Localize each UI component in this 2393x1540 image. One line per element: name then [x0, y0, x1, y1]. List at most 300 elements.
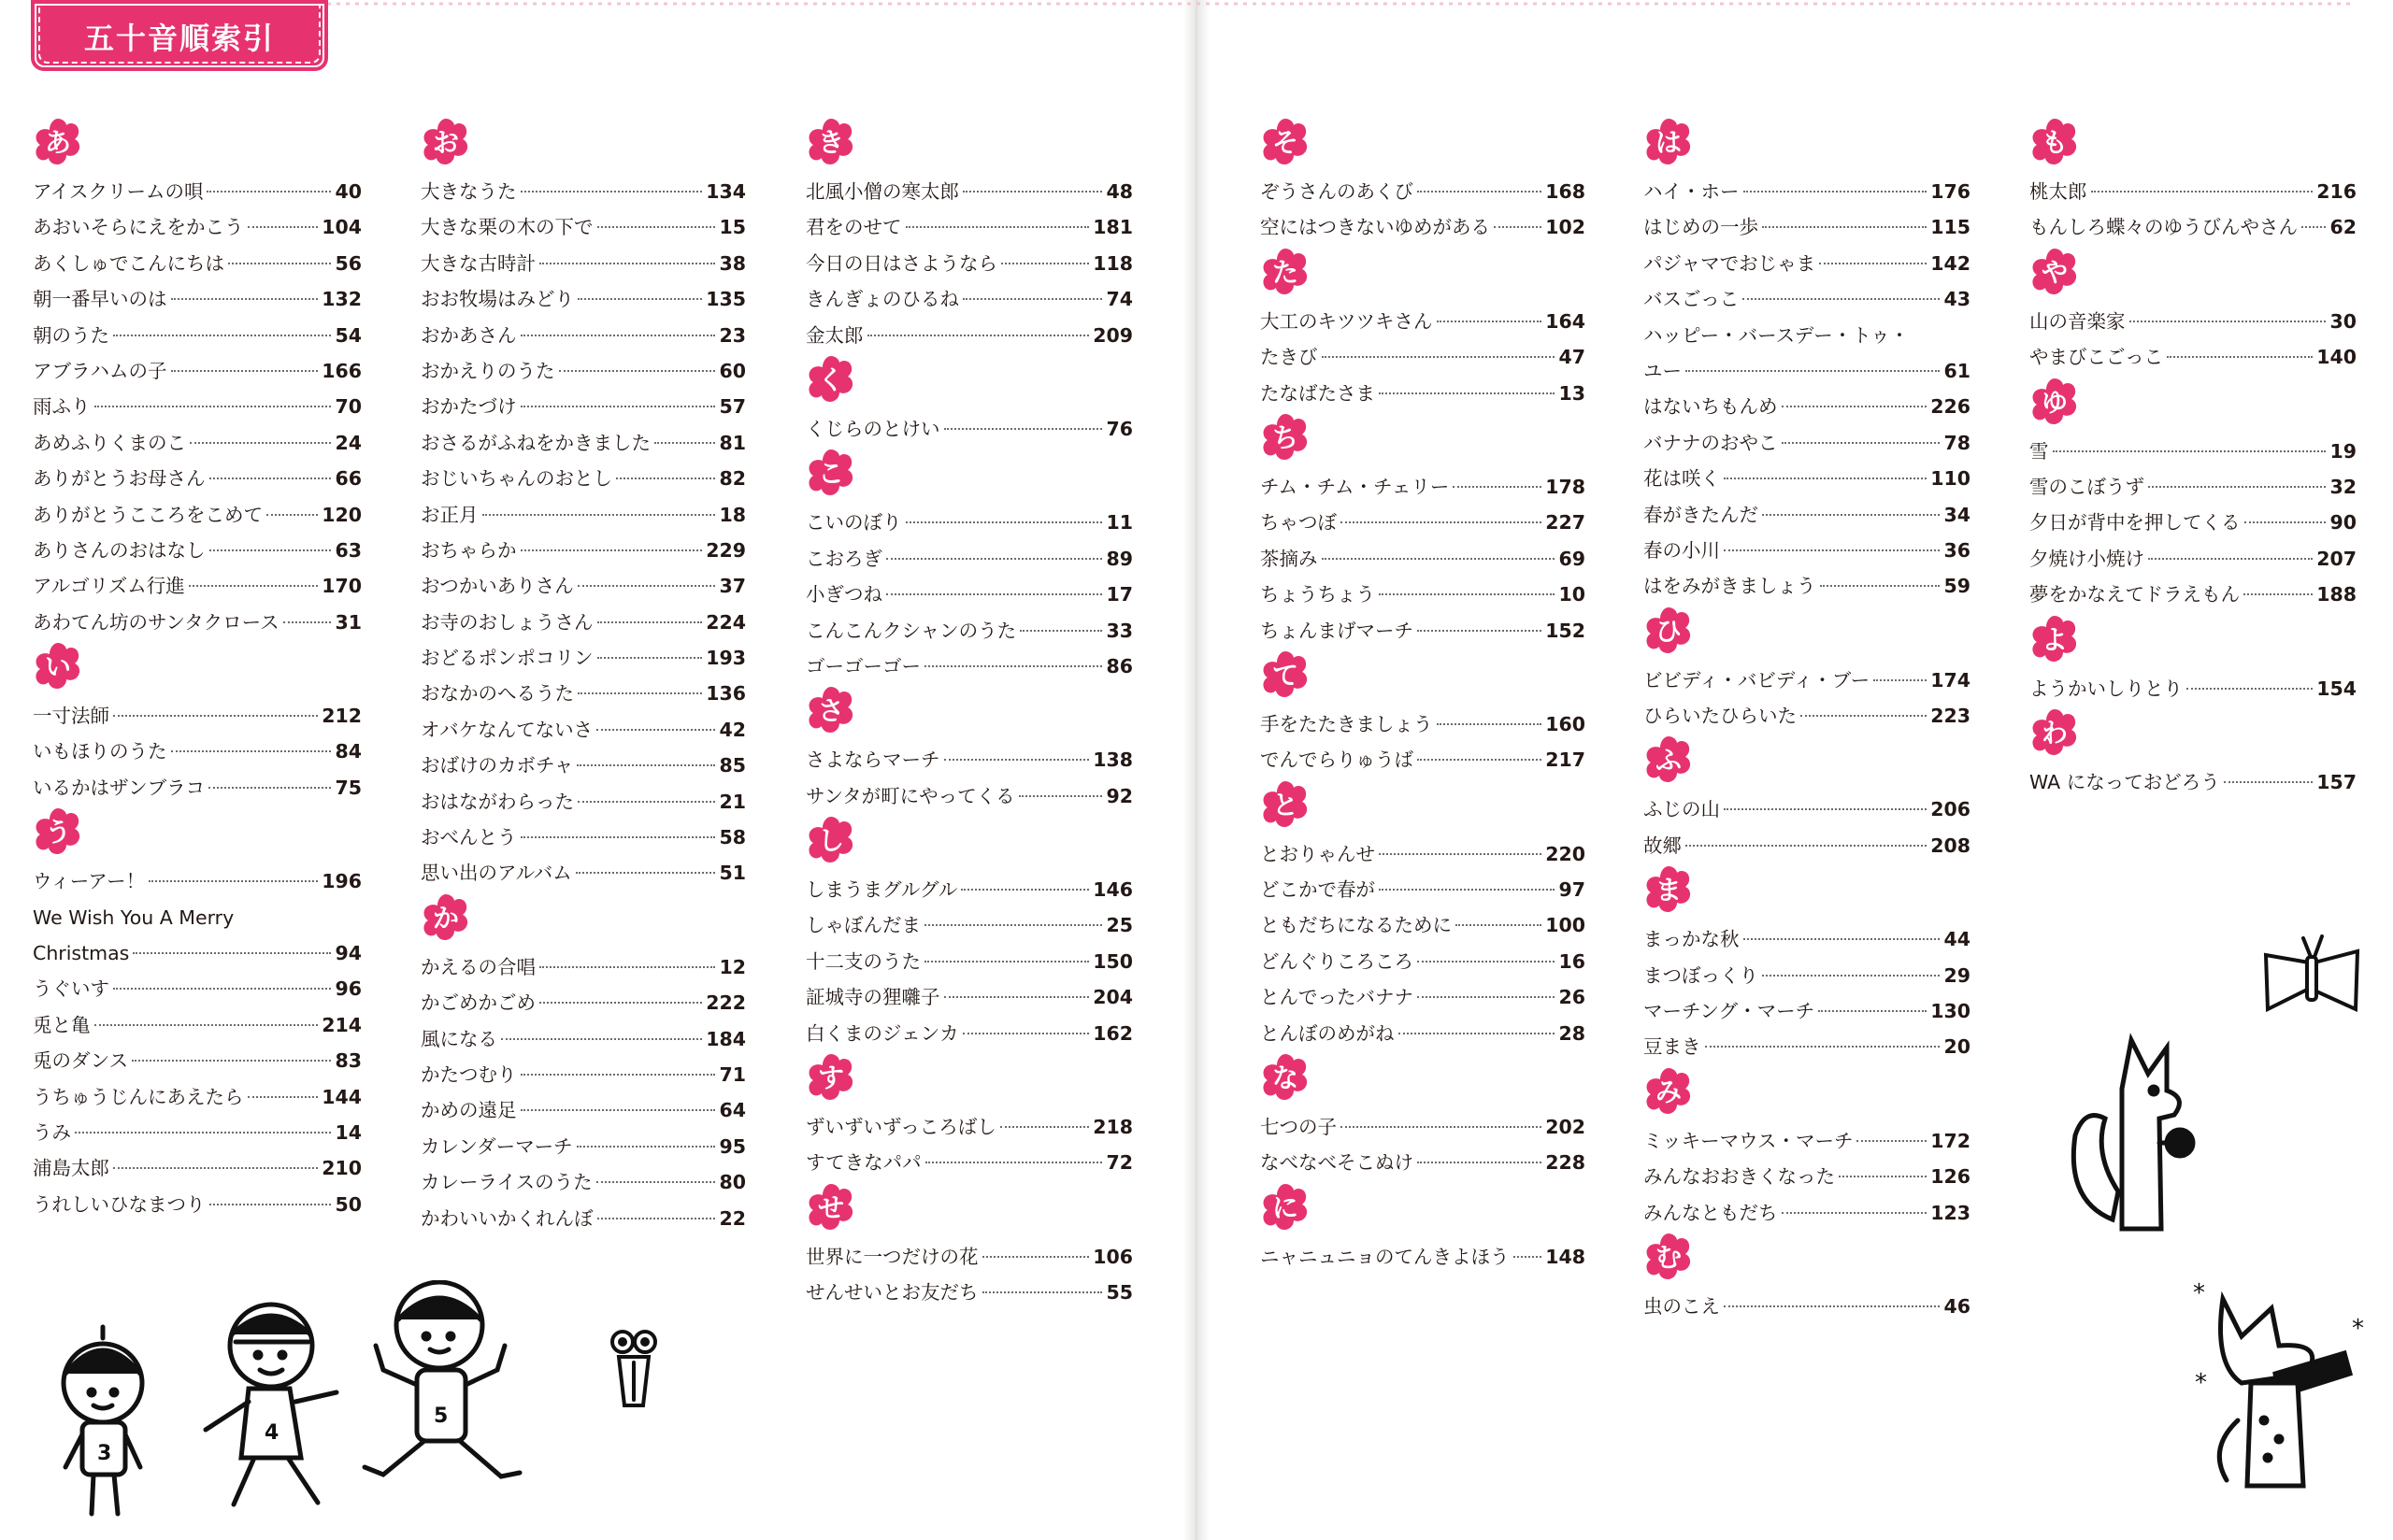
song-title: みんなともだち: [1643, 1201, 1778, 1224]
index-entry: [421, 246, 746, 281]
page-number: 100: [1545, 914, 1585, 937]
song-title: すてきなパパ: [806, 1151, 922, 1175]
kana-heading-badge: [33, 116, 83, 166]
kana-heading-badge: [1643, 734, 1694, 784]
leader-dots: [539, 966, 715, 968]
song-title: いもほりのうた: [33, 740, 167, 763]
page-number: 16: [1558, 949, 1585, 973]
index-section: [806, 814, 1133, 1051]
child-number-3: 3: [97, 1442, 112, 1465]
leader-dots: [1685, 370, 1940, 372]
page-number: 174: [1930, 668, 1970, 692]
page-number: 202: [1545, 1116, 1585, 1139]
page-number: 11: [1106, 511, 1133, 535]
song-title: WA になっておどろう: [2029, 770, 2220, 793]
song-title: 山の音楽家: [2029, 309, 2126, 333]
page-number: 157: [2316, 770, 2357, 793]
song-title: 小ぎつね: [806, 583, 882, 606]
index-entry: [33, 1043, 362, 1078]
page-number: 59: [1943, 575, 1970, 598]
leader-dots: [906, 521, 1103, 523]
leader-dots: [982, 1291, 1103, 1293]
index-entry: [1643, 1123, 1970, 1159]
page-number: 196: [322, 870, 362, 893]
page-number: 44: [1943, 928, 1970, 951]
index-entry: [33, 246, 362, 281]
index-entry: [806, 944, 1133, 979]
song-title: おかえりのうた: [421, 359, 555, 382]
song-title: 雪のこぼうず: [2029, 475, 2144, 498]
index-section: [33, 806, 362, 1222]
song-title: ハイ・ホー: [1643, 180, 1740, 203]
page-number: 176: [1930, 180, 1970, 203]
leader-dots: [521, 549, 703, 551]
page-number: 134: [706, 180, 746, 203]
page-number: 120: [322, 503, 362, 526]
index-entry: [2029, 671, 2357, 706]
song-title: しゃぼんだま: [806, 914, 921, 937]
page-number: 138: [1093, 749, 1133, 772]
page-number: 15: [719, 216, 746, 239]
index-entry: [33, 533, 362, 568]
leader-dots: [924, 961, 1089, 962]
index-entry: [1643, 828, 1970, 863]
index-entry: [421, 605, 746, 640]
index-entry: [33, 1115, 362, 1150]
page-number: 136: [706, 682, 746, 706]
page-number: 51: [719, 862, 746, 885]
index-entry: [33, 209, 362, 245]
index-entry: [1643, 174, 1970, 209]
leader-dots: [113, 715, 318, 717]
song-title: 今日の日はさようなら: [806, 251, 997, 275]
song-title: 大きな栗の木の下で: [421, 216, 594, 239]
index-entry: [1643, 663, 1970, 698]
index-entry: [421, 281, 746, 317]
index-entry: [806, 281, 1133, 317]
song-title: 朝のうた: [33, 323, 109, 347]
index-entry: [1260, 907, 1585, 943]
index-entry: [806, 1275, 1133, 1310]
index-section: [806, 1051, 1133, 1181]
kana-heading-label: き: [817, 127, 844, 158]
svg-text:*: *: [2193, 1280, 2205, 1307]
leader-dots: [94, 1024, 319, 1026]
leader-dots: [2244, 521, 2327, 523]
kana-heading-label: わ: [2041, 717, 2068, 749]
song-title: かめの遠足: [421, 1099, 517, 1122]
page-number: 89: [1106, 547, 1133, 570]
leader-dots: [1453, 486, 1541, 488]
page-number: 31: [335, 610, 362, 634]
song-title: 夕焼け小焼け: [2029, 547, 2144, 570]
leader-dots: [1494, 226, 1541, 228]
index-section: [2029, 376, 2357, 613]
leader-dots: [1322, 356, 1555, 358]
leader-dots: [1820, 585, 1941, 587]
index-entry: [33, 568, 362, 604]
leader-dots: [982, 1256, 1090, 1258]
kana-heading-badge: [1643, 605, 1694, 655]
page-number: 172: [1930, 1129, 1970, 1152]
index-entry: [1260, 742, 1585, 777]
index-entry: [1260, 541, 1585, 577]
leader-dots: [596, 1181, 716, 1183]
leader-dots: [1762, 514, 1940, 516]
leader-dots: [2053, 450, 2327, 452]
song-title: なべなべそこぬけ: [1260, 1151, 1413, 1175]
song-title: おつかいありさん: [421, 575, 574, 598]
leader-dots: [596, 729, 715, 731]
leader-dots: [1762, 226, 1927, 228]
index-entry: [1643, 353, 1970, 389]
page-number: 13: [1558, 381, 1585, 405]
kana-heading-badge: [1260, 1181, 1311, 1232]
page-number: 170: [322, 575, 362, 598]
leader-dots: [1417, 759, 1541, 761]
page-number: 210: [322, 1157, 362, 1180]
song-title: ありがとうこころをこめて: [33, 503, 263, 526]
leader-dots: [521, 406, 716, 407]
song-title: かえるの合唱: [421, 955, 536, 978]
page-number: 23: [719, 323, 746, 347]
index-section: [1260, 116, 1585, 246]
page-number: 162: [1093, 1021, 1133, 1045]
kana-heading-label: て: [1271, 659, 1298, 691]
index-entry: [1260, 469, 1585, 505]
index-entry: [806, 174, 1133, 209]
kana-heading-label: す: [817, 1062, 844, 1094]
page-number: 140: [2316, 346, 2357, 369]
page-number: 28: [1558, 1021, 1585, 1045]
index-entry: [33, 174, 362, 209]
page-number: 83: [335, 1049, 362, 1073]
index-section: [1643, 116, 1970, 605]
song-title: おばけのカボチャ: [421, 754, 574, 777]
leader-dots: [654, 442, 715, 444]
page-number: 63: [335, 538, 362, 562]
leader-dots: [1340, 521, 1541, 523]
song-title: 虫のこえ: [1643, 1294, 1720, 1318]
index-entry: [1260, 836, 1585, 872]
song-title: 大きな古時計: [421, 251, 536, 275]
index-entry: [2029, 541, 2357, 577]
index-section: [1260, 649, 1585, 778]
leader-dots: [1340, 1126, 1541, 1128]
song-title: カレンダーマーチ: [421, 1134, 573, 1158]
index-entry: [421, 497, 746, 533]
kana-heading-label: む: [1655, 1241, 1682, 1273]
index-entry: [1260, 376, 1585, 411]
kana-heading-badge: [33, 806, 83, 856]
index-column-4: [1260, 116, 1585, 1275]
index-section: [1643, 605, 1970, 734]
index-entry: [421, 712, 746, 748]
song-title: ちゃつぼ: [1260, 511, 1337, 535]
index-entry: [421, 425, 746, 461]
leader-dots: [906, 226, 1090, 228]
leader-dots: [616, 478, 715, 479]
index-entry: [33, 1150, 362, 1186]
svg-text:*: *: [2195, 1369, 2207, 1397]
leader-dots: [248, 226, 319, 228]
page-number: 29: [1943, 963, 1970, 987]
kana-heading-badge: [2029, 613, 2080, 663]
song-title: 白くまのジェンカ: [806, 1021, 959, 1045]
page-number: 209: [1093, 323, 1133, 347]
leader-dots: [578, 585, 716, 587]
page-number: 227: [1545, 511, 1585, 535]
index-entry: [33, 281, 362, 317]
leader-dots: [1417, 1162, 1541, 1163]
leader-dots: [521, 1074, 716, 1076]
child-number-4: 4: [265, 1421, 279, 1445]
leader-dots: [2243, 593, 2313, 595]
song-title: Christmas: [33, 942, 130, 965]
index-section: [806, 353, 1133, 447]
page-number: 115: [1930, 216, 1970, 239]
song-title: おさるがふねをかきました: [421, 431, 651, 454]
leader-dots: [963, 1033, 1090, 1034]
index-entry: [33, 353, 362, 389]
song-title: パジャマでおじゃま: [1643, 251, 1816, 275]
song-title: かごめかごめ: [421, 991, 536, 1015]
kana-heading-label: よ: [2041, 623, 2068, 655]
song-title: ちょうちょう: [1260, 583, 1375, 606]
index-section: [2029, 706, 2357, 800]
page-number: 95: [719, 1134, 746, 1158]
leader-dots: [1322, 558, 1555, 560]
page-number: 69: [1558, 547, 1585, 570]
page-number: 71: [719, 1062, 746, 1086]
page-number: 25: [1106, 914, 1133, 937]
page-number: 26: [1558, 986, 1585, 1009]
page-number: 223: [1930, 705, 1970, 728]
page-number: 220: [1545, 842, 1585, 865]
song-title: アルゴリズム行進: [33, 575, 185, 598]
page-number: 57: [719, 395, 746, 419]
page-number: 34: [1943, 503, 1970, 526]
index-entry: [806, 649, 1133, 684]
index-entry: [1260, 209, 1585, 245]
page-number: 166: [322, 359, 362, 382]
leader-dots: [1873, 679, 1927, 681]
page-number: 160: [1545, 712, 1585, 735]
index-entry: [1260, 613, 1585, 649]
leader-dots: [266, 514, 318, 516]
index-column-1: [33, 116, 362, 1222]
song-title: こいのぼり: [806, 511, 902, 535]
kana-heading-badge: [421, 891, 471, 942]
song-title: 手をたたきましょう: [1260, 712, 1433, 735]
song-title: 思い出のアルバム: [421, 862, 572, 885]
bug-illustration: [606, 1325, 662, 1409]
butterfly-illustration: [2260, 934, 2363, 1028]
song-title: とんぼのめがね: [1260, 1021, 1395, 1045]
page-number: 21: [719, 790, 746, 813]
index-entry: [806, 979, 1133, 1015]
song-title: ビビディ・バビディ・ブー: [1643, 668, 1870, 692]
leader-dots: [539, 263, 715, 264]
kana-heading-label: う: [44, 817, 71, 848]
leader-dots: [1819, 263, 1927, 264]
page-number: 24: [335, 431, 362, 454]
index-section: [1260, 778, 1585, 1051]
page-number: 66: [335, 467, 362, 491]
index-entry: [1643, 1159, 1970, 1194]
index-entry: [1643, 1195, 1970, 1231]
index-entry: [806, 1016, 1133, 1051]
index-entry: [1643, 533, 1970, 568]
leader-dots: [1417, 961, 1555, 962]
kana-heading-label: お: [432, 127, 459, 158]
leader-dots: [171, 370, 319, 372]
index-entry: [1260, 1109, 1585, 1145]
kana-heading-badge: [806, 1051, 856, 1102]
page-number: 75: [335, 776, 362, 799]
leader-dots: [1437, 321, 1542, 322]
index-entry: [421, 568, 746, 604]
song-title: 兎のダンス: [33, 1049, 129, 1073]
index-section: [2029, 116, 2357, 246]
kana-heading-badge: [1260, 246, 1311, 296]
page-number: 58: [719, 826, 746, 849]
index-entry: [33, 389, 362, 424]
index-column-3: [806, 116, 1133, 1311]
index-entry: [33, 1187, 362, 1222]
page-number: 204: [1093, 986, 1133, 1009]
page-number: 135: [706, 288, 746, 311]
index-section: [1643, 734, 1970, 863]
index-entry: [1643, 209, 1970, 245]
leader-dots: [75, 1132, 331, 1134]
index-entry: [2029, 764, 2357, 800]
page-number: 32: [2329, 475, 2357, 498]
index-entry: [806, 246, 1133, 281]
kana-heading-badge: [33, 640, 83, 691]
index-entry: [1260, 1239, 1585, 1275]
song-title: 故郷: [1643, 834, 1682, 857]
index-section: [806, 116, 1133, 353]
index-entry: [421, 820, 746, 855]
leader-dots: [539, 1002, 702, 1004]
leader-dots: [1724, 1305, 1940, 1307]
page-number: 226: [1930, 395, 1970, 419]
page-number: 104: [322, 216, 362, 239]
index-entry: [2029, 174, 2357, 209]
leader-dots: [207, 191, 331, 192]
index-entry: [421, 855, 746, 891]
song-title: とんでったバナナ: [1260, 986, 1413, 1009]
index-entry: [806, 541, 1133, 577]
page-number: 61: [1943, 359, 1970, 382]
index-entry: [421, 174, 746, 209]
song-title: かたつむり: [421, 1062, 517, 1086]
song-title: まつぼっくり: [1643, 963, 1758, 987]
index-entry: [33, 971, 362, 1006]
song-title: たなばたさま: [1260, 381, 1375, 405]
song-title: しまうまグルグル: [806, 878, 958, 902]
page-number: 33: [1106, 619, 1133, 642]
page-number: 72: [1106, 1151, 1133, 1175]
song-title: 十二支のうた: [806, 949, 921, 973]
page-number: 10: [1558, 583, 1585, 606]
index-entry: [421, 1092, 746, 1128]
kana-heading-label: ひ: [1655, 615, 1682, 647]
index-entry: [421, 461, 746, 496]
index-entry: [33, 497, 362, 533]
song-title: こんこんクシャンのうた: [806, 619, 1017, 642]
leader-dots: [521, 836, 716, 838]
song-title: バナナのおやこ: [1643, 431, 1778, 454]
kana-heading-badge: [2029, 376, 2080, 426]
song-title: うぐいす: [33, 977, 109, 1001]
song-title: 夕日が背中を押してくる: [2029, 511, 2241, 535]
index-entry: [1643, 568, 1970, 604]
song-title: 兎と亀: [33, 1013, 91, 1036]
song-title: 北風小僧の寒太郎: [806, 180, 959, 203]
index-entry: [806, 613, 1133, 649]
song-title: はないちもんめ: [1643, 395, 1778, 419]
page-number: 188: [2316, 583, 2357, 606]
page-number: 70: [335, 395, 362, 419]
page-number: 74: [1106, 288, 1133, 311]
leader-dots: [963, 191, 1102, 192]
song-title: 空にはつきないゆめがある: [1260, 216, 1490, 239]
page-number: 106: [1093, 1245, 1133, 1268]
song-title: どんぐりころころ: [1260, 949, 1413, 973]
leader-dots: [521, 335, 716, 336]
song-title: せんせいとお友だち: [806, 1281, 979, 1305]
leader-dots: [94, 406, 332, 407]
index-entry: [1643, 958, 1970, 993]
song-title: おちゃらか: [421, 538, 517, 562]
leader-dots: [1724, 478, 1927, 479]
song-title: アイスクリームの唄: [33, 180, 204, 203]
kana-heading-label: と: [1271, 789, 1298, 820]
song-title: くじらのとけい: [806, 417, 940, 440]
index-section: [1260, 1181, 1585, 1275]
index-entry: [421, 748, 746, 783]
index-entry: [421, 533, 746, 568]
leader-dots: [113, 335, 331, 336]
kana-heading-label: か: [432, 902, 459, 934]
index-entry: [2029, 209, 2357, 245]
index-section: [421, 116, 746, 891]
song-title: ゴーゴーゴー: [806, 654, 921, 677]
index-column-6: [2029, 116, 2357, 800]
index-entry: [1643, 921, 1970, 957]
index-column-2: [421, 116, 746, 1236]
song-title: ウィーアー！: [33, 870, 146, 893]
song-title: うみ: [33, 1120, 71, 1144]
index-entry: [1643, 1029, 1970, 1064]
index-section: [33, 116, 362, 640]
index-entry: [806, 209, 1133, 245]
index-section: [1260, 411, 1585, 649]
song-title-line: We Wish You A Merry: [33, 905, 235, 929]
leader-dots: [576, 872, 716, 874]
leader-dots: [283, 621, 332, 623]
page-number: 181: [1093, 216, 1133, 239]
wolf-illustration: [2185, 1280, 2372, 1495]
index-entry: [1260, 944, 1585, 979]
kana-heading-badge: [1260, 649, 1311, 699]
index-entry: [33, 770, 362, 806]
leader-dots: [228, 263, 331, 264]
leader-dots: [886, 558, 1102, 560]
index-title-tab: [31, 0, 328, 71]
